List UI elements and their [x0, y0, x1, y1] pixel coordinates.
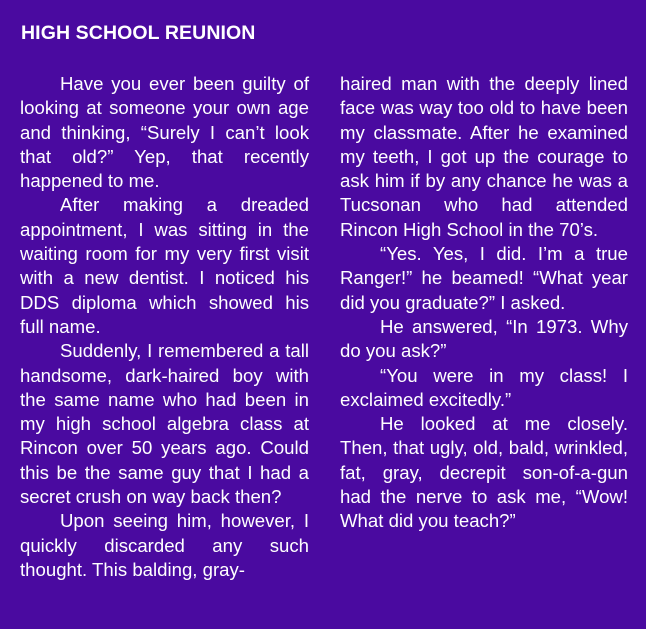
paragraph: “You were in my class! I exclaimed excitedly.” — [340, 364, 628, 410]
paragraph: Upon seeing him, however, I quickly discarded any such thought. This balding, gray- — [20, 510, 309, 580]
paragraph-continued: haired man with the deeply lined face was way too old to have been my classmate. After he examined my teeth, I got up the courage to ask him if by any chance he was a Tucsonan who had attended Rincon High School in the 70’s. — [340, 73, 628, 240]
paragraph: He looked at me closely. Then, that ugly, old, bald, wrinkled, fat, gray, decrepit son-of-a-gun had the nerve to ask me, “Wow! What did you teach?” — [340, 413, 628, 532]
right-column — [340, 72, 628, 534]
article-title: HIGH SCHOOL REUNION — [21, 22, 256, 44]
paragraph: After making a dreaded appointment, I was sitting in the waiting room for my very first visit with a new dentist. I noticed his DDS diploma which showed his full name. — [20, 194, 309, 337]
paragraph: He answered, “In 1973. Why do you ask?” — [340, 315, 628, 362]
paragraph: “Yes. Yes, I did. I’m a true Ranger!” he beamed! “What year did you graduate?” I asked. — [340, 243, 628, 313]
paragraph: Have you ever been guilty of looking at someone your own age and thinking, “Surely I can’t look that old?” Yep, that recently happened to me. — [20, 73, 309, 192]
paragraph: Suddenly, I remembered a tall handsome, dark-haired boy with the same name who had been in my high school algebra class at Rincon over 50 years ago. Could this be the same guy that I had a secret crush on way back then? — [20, 340, 309, 508]
left-column — [20, 72, 309, 582]
